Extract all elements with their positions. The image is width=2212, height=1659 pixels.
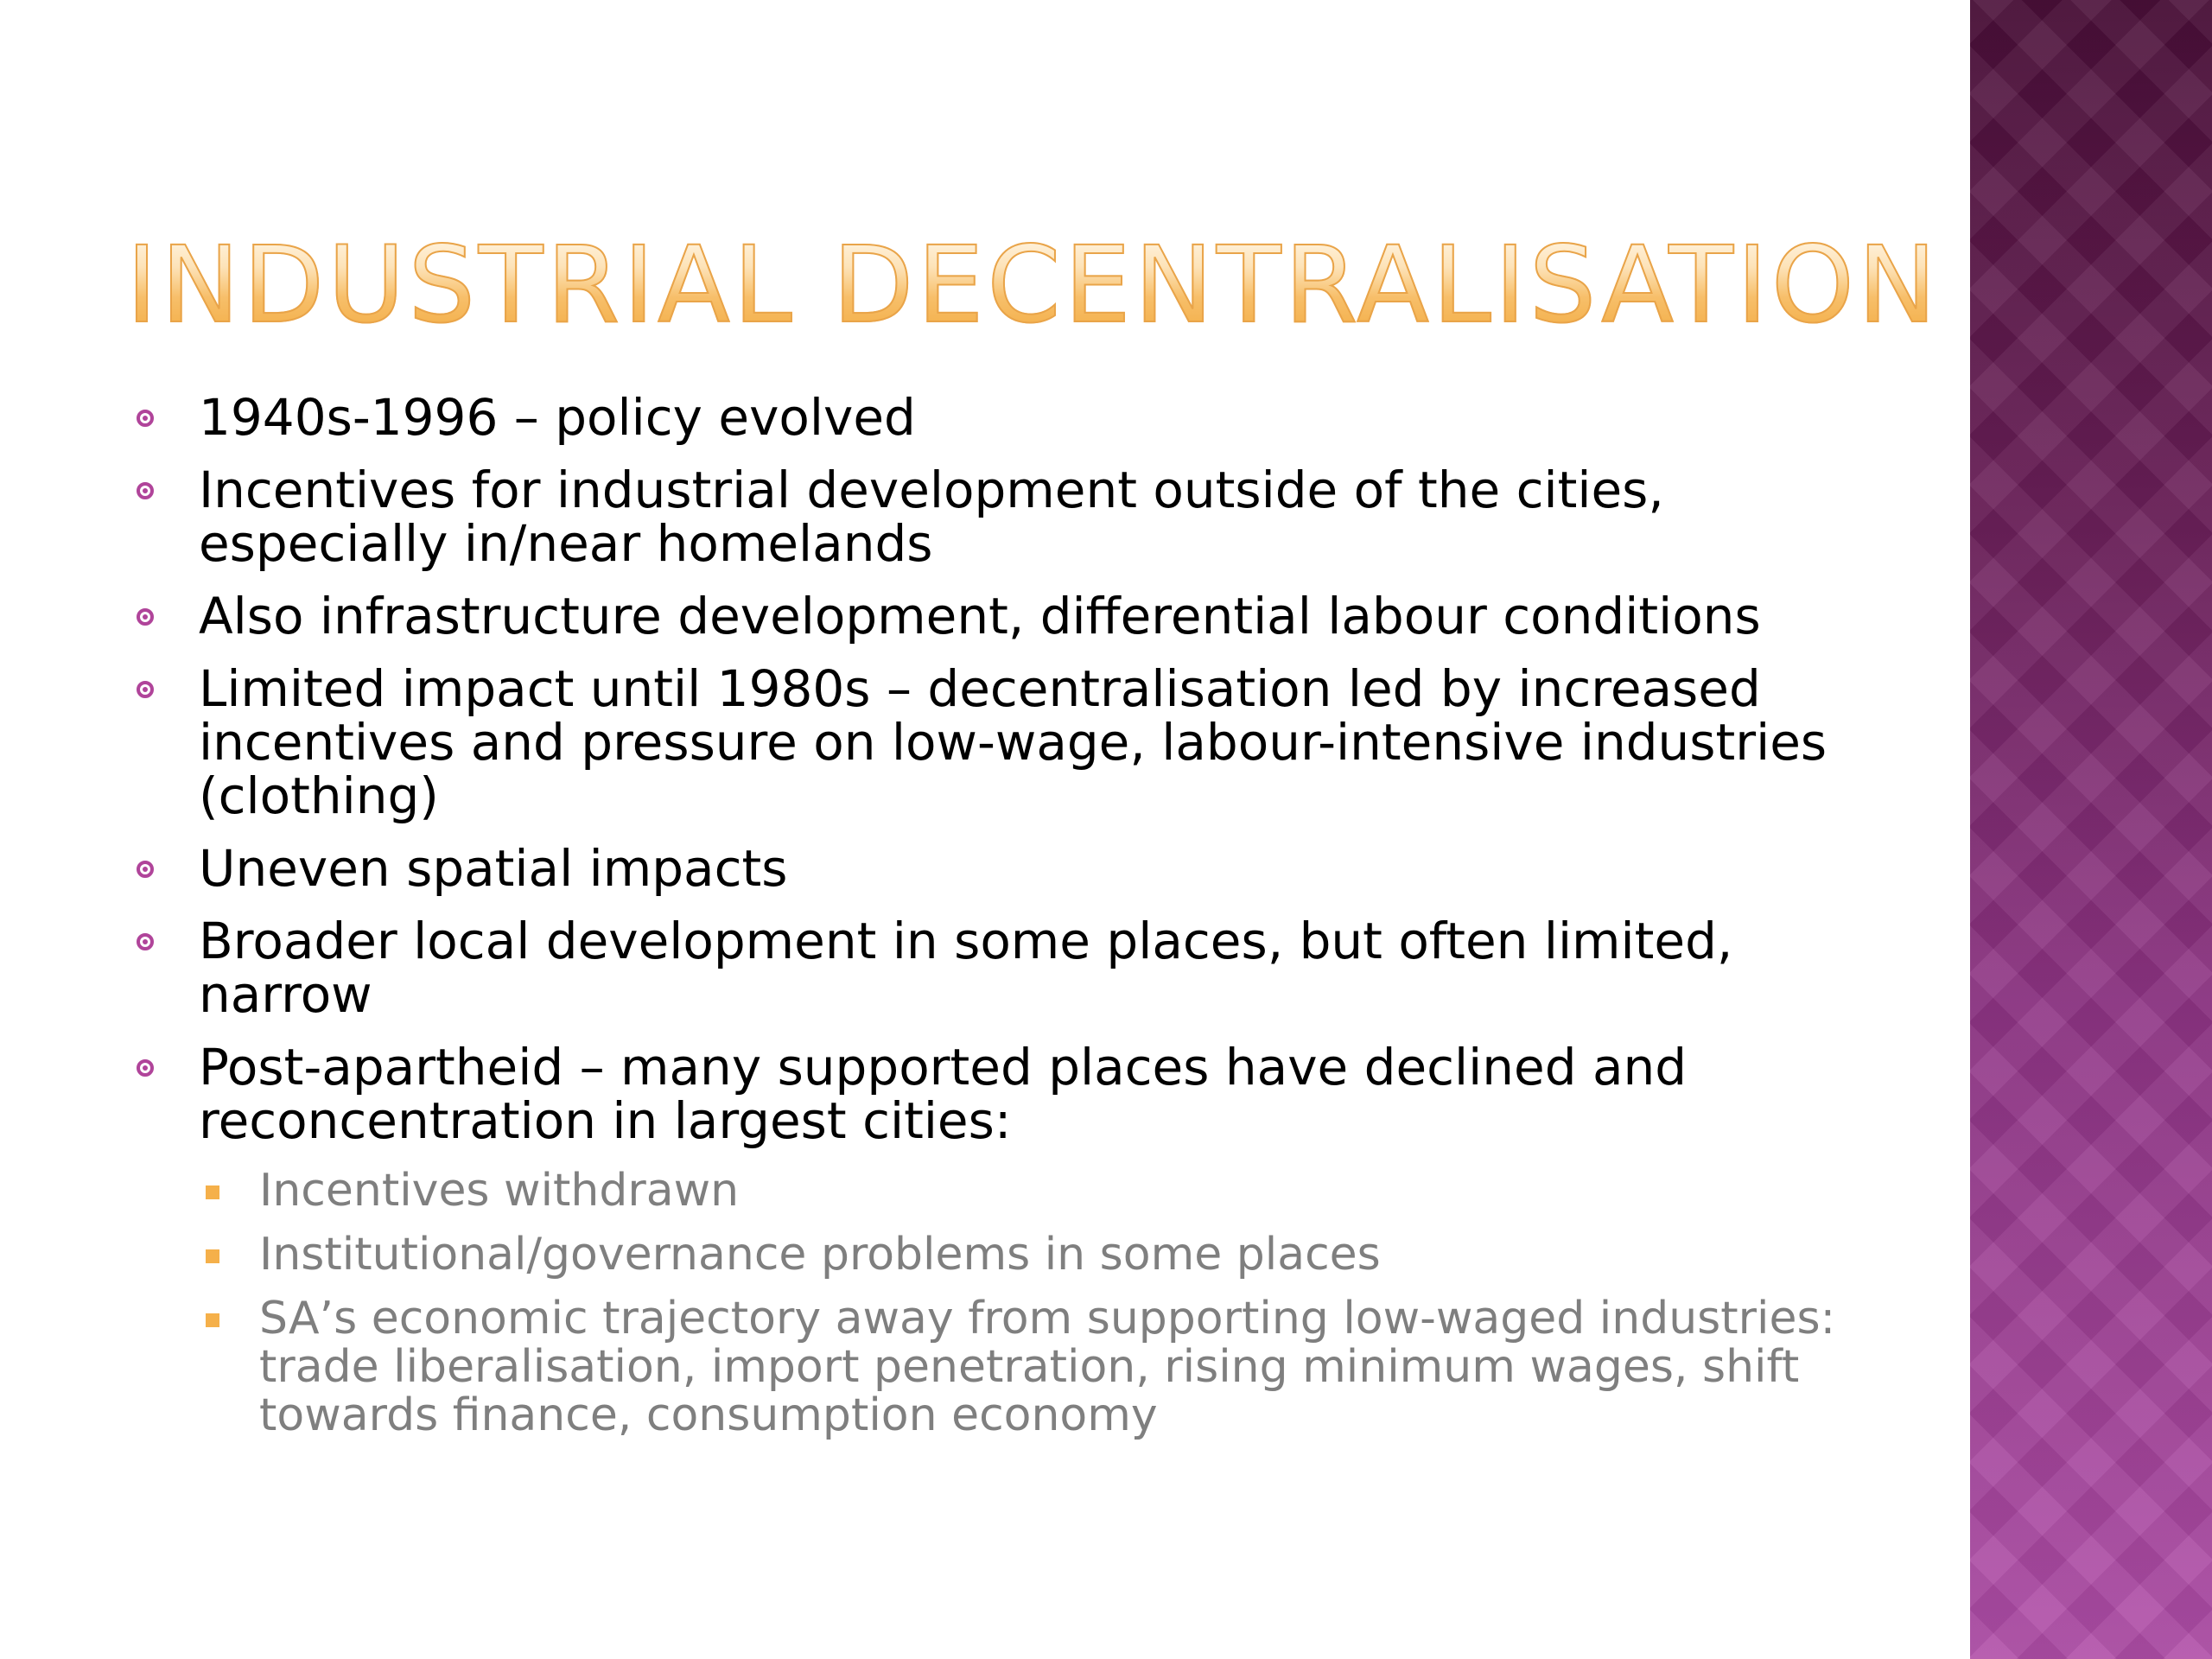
bullet-text: 1940s-1996 – policy evolved: [199, 388, 916, 447]
sub-bullet-item: [130, 1294, 1858, 1440]
slide-title: INDUSTRIAL DECENTRALISATION: [126, 224, 1941, 346]
bullet-item: [130, 388, 1858, 447]
circle-dot-icon: [137, 608, 154, 626]
bullet-item: [130, 659, 1858, 825]
sub-bullet-text: SA’s economic trajectory away from supporting low-waged industries: trade liberalisation, import penetration, rising minimum wages, shift towards finance, consumption economy: [259, 1293, 1836, 1441]
sub-bullet-text: Incentives withdrawn: [259, 1165, 740, 1217]
sub-bullet-item: [130, 1230, 1858, 1279]
bullet-item: [130, 839, 1858, 898]
circle-dot-icon: [137, 681, 154, 698]
circle-dot-icon: [137, 933, 154, 950]
bullet-text: Incentives for industrial development outside of the cities, especially in/near homelands: [199, 461, 1664, 573]
square-icon: [206, 1313, 219, 1327]
circle-dot-icon: [137, 861, 154, 878]
sub-bullet-text: Institutional/governance problems in some places: [259, 1229, 1381, 1281]
bullet-text: Broader local development in some places, but often limited, narrow: [199, 912, 1733, 1024]
bullet-text: Limited impact until 1980s – decentralisation led by increased incentives and pressure on low-wage, labour-intensive industries (clothing): [199, 659, 1827, 825]
bullet-text: Post-apartheid – many supported places have declined and reconcentration in largest cities:: [199, 1038, 1688, 1150]
square-icon: [206, 1185, 219, 1199]
bullet-item: [130, 912, 1858, 1024]
sub-bullet-item: [130, 1166, 1858, 1215]
bullet-item: [130, 1038, 1858, 1150]
circle-dot-icon: [137, 482, 154, 499]
bullet-item: [130, 589, 1858, 643]
circle-dot-icon: [137, 410, 154, 427]
decorative-side-panel: [1970, 0, 2212, 1659]
bullet-text: Also infrastructure development, differential labour conditions: [199, 587, 1761, 645]
bullet-item: [130, 461, 1858, 573]
bullet-list: [130, 388, 1858, 1455]
bullet-text: Uneven spatial impacts: [199, 839, 788, 898]
circle-dot-icon: [137, 1059, 154, 1077]
square-icon: [206, 1249, 219, 1263]
